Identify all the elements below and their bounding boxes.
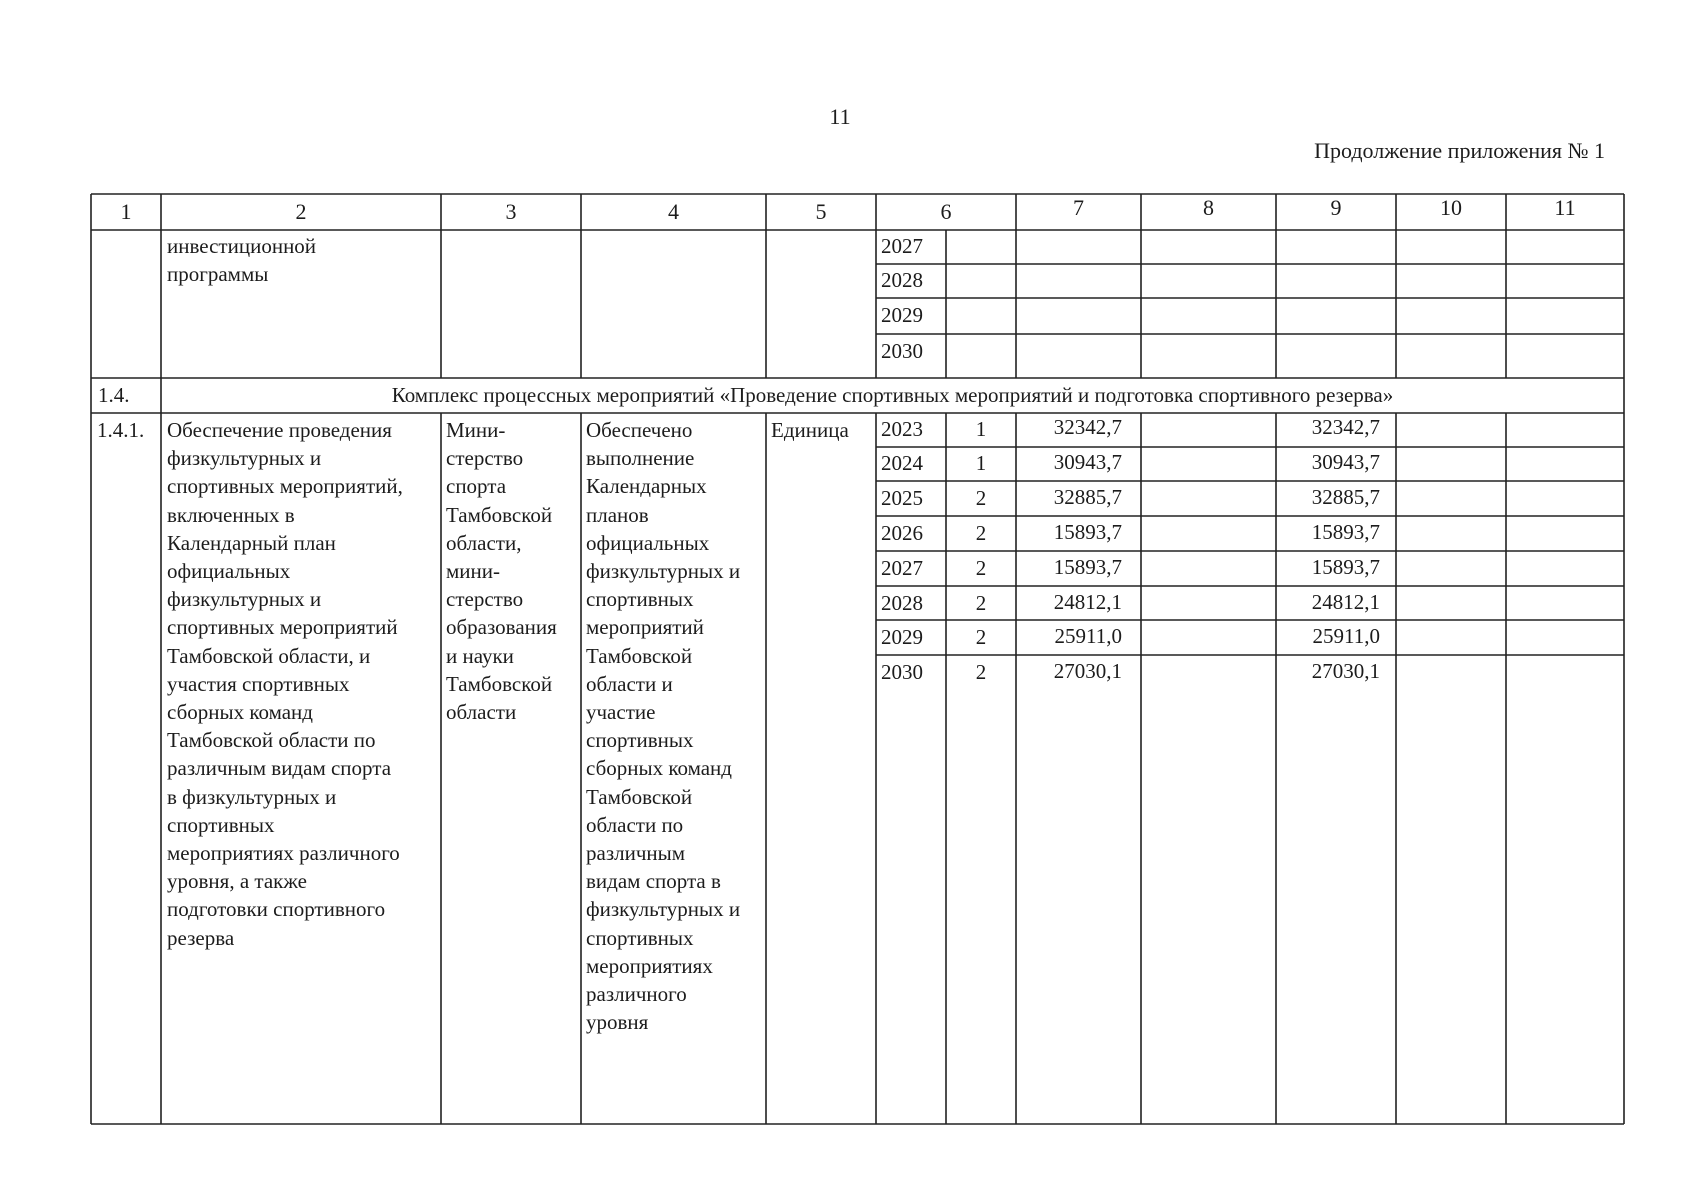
row-year: 2027 [881,556,923,580]
row-year: 2030 [881,660,923,684]
item-name: Обеспечение проведения физкультурных и спортивных мероприятий, включенных в Календарный план официальных физкультурных и спортивных мероприятий Тамбовской области, и участия спортивных сборных команд Тамбовской области по различным видам спорта в физкультурных и спортивных мероприятиях различного уровня, а также подготовки спортивного резерва [167,418,403,950]
row-value: 2 [975,556,987,580]
row-year: 2025 [881,486,923,510]
column-header-5: 5 [815,199,827,224]
row-value: 2 [975,521,987,545]
row-year: 2026 [881,521,923,545]
row-col7: 30943,7 [1053,450,1122,474]
section-number: 1.4. [98,383,130,407]
column-header-11: 11 [1554,195,1576,220]
row-col7: 27030,1 [1053,659,1122,683]
continued-year: 2028 [881,268,923,292]
row-value: 2 [975,591,987,615]
row-year: 2029 [881,625,923,649]
row-col7: 24812,1 [1053,590,1122,614]
column-header-8: 8 [1203,195,1214,220]
item-executor: Мини- стерство спорта Тамбовской области, мини- стерство образования и науки Тамбовской области [446,418,557,725]
row-col7: 32885,7 [1053,485,1122,509]
continued-item-name: инвестиционной программы [167,234,317,287]
column-header-3: 3 [505,199,517,224]
row-year: 2023 [881,417,923,441]
column-header-6: 6 [940,199,952,224]
row-value: 2 [975,660,987,684]
column-header-1: 1 [120,199,132,224]
row-year: 2024 [881,451,923,475]
item-result: Обеспечено выполнение Календарных планов официальных физкультурных и спортивных мероприятий Тамбовской области и участие спортивных сборных команд Тамбовской области по различным видам спорта в физкультурных и спортивных мероприятиях различного уровня [586,418,741,1035]
item-number: 1.4.1. [97,418,145,442]
column-header-4: 4 [668,199,679,224]
row-col7: 15893,7 [1053,520,1122,544]
row-col9: 30943,7 [1311,450,1380,474]
continued-year: 2029 [881,303,923,327]
item-unit: Единица [771,418,849,442]
column-header-7: 7 [1073,195,1084,220]
row-value: 1 [975,417,987,441]
appendix-continuation-note: Продолжение приложения № 1 [1314,138,1605,163]
row-value: 1 [975,451,987,475]
row-col7: 32342,7 [1053,415,1122,439]
row-col9: 25911,0 [1312,624,1380,648]
row-value: 2 [975,625,987,649]
continued-year: 2027 [881,234,923,258]
row-col9: 27030,1 [1311,659,1380,683]
column-header-9: 9 [1330,195,1342,220]
row-col9: 32885,7 [1311,485,1380,509]
column-header-2: 2 [295,199,307,224]
row-value: 2 [975,486,987,510]
row-col9: 32342,7 [1311,415,1380,439]
row-col9: 15893,7 [1311,520,1380,544]
page-number: 11 [829,104,851,129]
continued-year: 2030 [881,339,923,363]
row-col7: 25911,0 [1054,624,1122,648]
row-col9: 15893,7 [1311,555,1380,579]
section-title: Комплекс процессных мероприятий «Проведение спортивных мероприятий и подготовка спортивного резерва» [391,383,1394,407]
row-year: 2028 [881,591,923,615]
row-col9: 24812,1 [1311,590,1380,614]
column-header-10: 10 [1440,195,1462,220]
row-col7: 15893,7 [1053,555,1122,579]
